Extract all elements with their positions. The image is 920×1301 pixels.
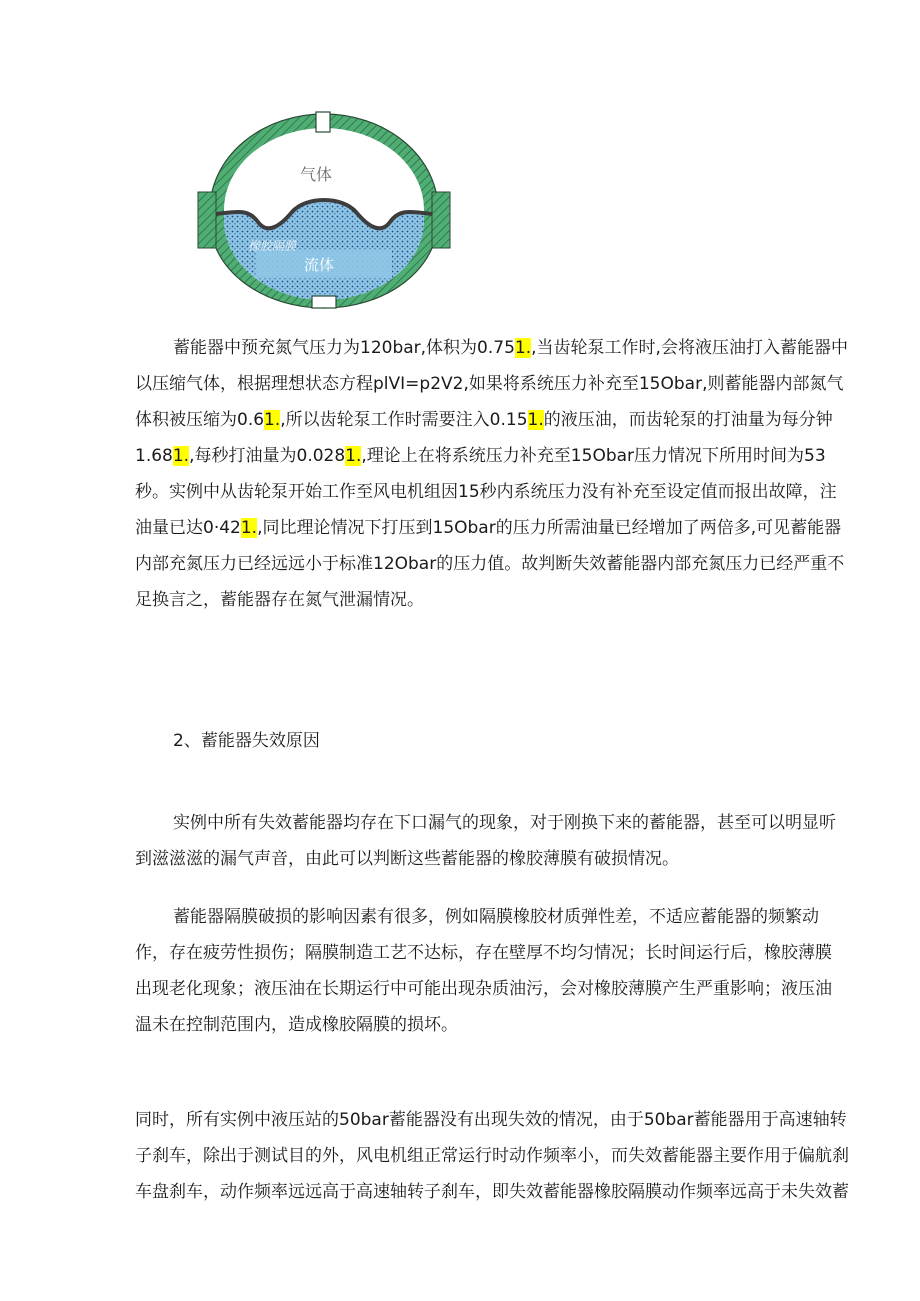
paragraph-50bar-comparison	[135, 1102, 849, 1210]
text-run: 体积被压缩为0.6	[135, 410, 265, 430]
text-run: ,当齿轮泵工作时,会将液压油打入蓄能器中	[531, 338, 848, 358]
text-line: 子刹车，除出于测试目的外，风电机组正常运行时动作频率小，而失效蓄能器主要作用于偏航刹	[135, 1146, 849, 1166]
right-flange	[432, 192, 450, 248]
text-line: 出现老化现象；液压油在长期运行中可能出现杂质油污，会对橡胶薄膜产生严重影响；液压油	[135, 979, 832, 999]
accumulator-diagram	[196, 110, 452, 310]
text-run: ,所以齿轮泵工作时需要注入0.15	[280, 410, 528, 430]
text-line	[135, 582, 795, 618]
gas-valve	[316, 112, 330, 132]
text-line: 蓄能器隔膜破损的影响因素有很多，例如隔膜橡胶材质弹性差，不适应蓄能器的频繁动	[173, 907, 819, 927]
text-line: 同时，所有实例中液压站的50bar蓄能器没有出现失效的情况，由于50bar蓄能器用于高速轴转	[135, 1110, 847, 1130]
text-run: 以压缩气体，根据理想状态方程plVI=p2V2,如果将系统压力补充至15Obar,则蓄能器内部氮气	[135, 374, 844, 394]
highlighted-unit: 1.	[172, 446, 190, 466]
highlighted-unit: 1.	[345, 446, 362, 466]
text-run: 秒。实例中从齿轮泵开始工作至风电机组因15秒内系统压力没有补充至设定值而报出故障，注	[135, 482, 837, 502]
highlighted-unit: 1.	[514, 338, 532, 358]
text-line: 车盘刹车，动作频率远远高于高速轴转子刹车，即失效蓄能器橡胶隔膜动作频率远高于未失效蓄	[135, 1182, 849, 1202]
text-line	[135, 474, 837, 510]
text-run: 的液压油，而齿轮泵的打油量为每分钟	[543, 410, 833, 430]
text-line	[135, 510, 842, 546]
text-line	[135, 438, 826, 474]
text-run: 油量已达0·42	[135, 518, 241, 538]
section-heading: 2、蓄能器失效原因	[173, 731, 320, 751]
highlighted-unit: 1.	[527, 410, 544, 430]
gas-label: 气体	[300, 165, 333, 184]
text-line: 实例中所有失效蓄能器均存在下口漏气的现象，对于刚换下来的蓄能器，甚至可以明显听	[173, 813, 836, 833]
paragraph-nitrogen-analysis	[135, 330, 848, 618]
oil-port	[312, 296, 336, 308]
text-line: 温未在控制范围内，造成橡胶隔膜的损坏。	[135, 1015, 458, 1035]
text-line	[135, 402, 833, 438]
text-run: 内部充氮压力已经远远小于标准12Obar的压力值。故判断失效蓄能器内部充氮压力已经严重不	[135, 554, 845, 574]
highlighted-unit: 1.	[240, 518, 258, 538]
membrane-label: 橡胶隔膜	[248, 239, 297, 253]
paragraph-leak-observation	[135, 805, 836, 877]
text-line: 到滋滋滋的漏气声音，由此可以判断这些蓄能器的橡胶薄膜有破损情况。	[135, 849, 679, 869]
text-run: 1.68	[135, 446, 173, 466]
text-run: ,同比理论情况下打压到15Obar的压力所需油量已经增加了两倍多,可见蓄能器	[257, 518, 842, 538]
text-run: 足换言之，蓄能器存在氮气泄漏情况。	[135, 590, 424, 610]
left-flange	[198, 192, 216, 248]
text-run: ,理论上在将系统压力补充至15Obar压力情况下所用时间为53	[361, 446, 826, 466]
text-line	[135, 330, 848, 366]
paragraph-membrane-factors	[135, 899, 832, 1043]
text-run: ,每秒打油量为0.028	[189, 446, 346, 466]
liquid-label: 流体	[304, 256, 335, 274]
text-line: 作，存在疲劳性损伤；隔膜制造工艺不达标，存在壁厚不均匀情况；长时间运行后，橡胶薄膜	[135, 943, 832, 963]
text-line	[135, 366, 844, 402]
text-line	[135, 546, 845, 582]
highlighted-unit: 1.	[264, 410, 281, 430]
text-run: 蓄能器中预充氮气压力为120bar,体积为0.75	[173, 338, 515, 358]
